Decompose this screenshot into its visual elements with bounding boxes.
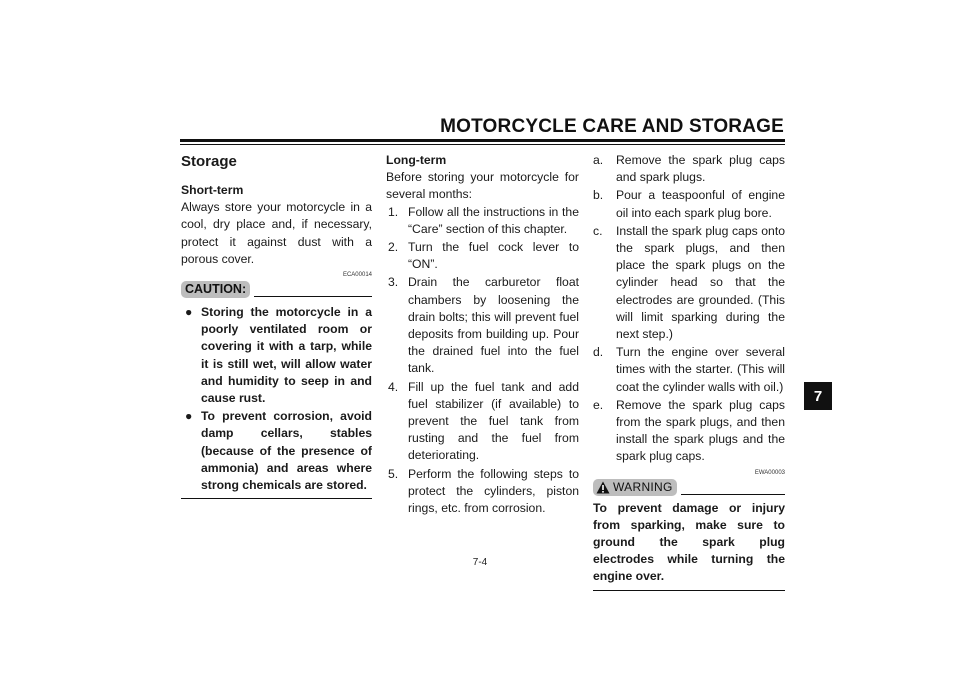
step-number: 2.	[388, 240, 399, 255]
short-term-heading: Short-term	[181, 183, 244, 197]
caution-item	[181, 408, 372, 494]
caution-header	[181, 281, 372, 298]
chapter-tab[interactable]: 7	[804, 382, 832, 410]
step-number: 1.	[388, 204, 399, 219]
header-rule-thin	[180, 144, 785, 145]
long-term-intro: Before storing your motorcycle for several months:	[386, 170, 579, 202]
section-heading-storage: Storage	[181, 153, 237, 170]
bullet-icon: ●	[185, 409, 193, 424]
list-item	[386, 239, 579, 273]
long-term-heading: Long-term	[386, 153, 447, 167]
list-item	[386, 379, 579, 465]
substep-letter: d.	[593, 345, 604, 360]
warning-code: EWA00003	[754, 469, 785, 476]
substep-text: Turn the engine over several times with the starter. (This will coat the cylinder walls with oil.)	[616, 345, 785, 394]
list-item	[386, 466, 579, 518]
list-item	[386, 204, 579, 238]
warning-header	[593, 479, 785, 496]
right-column	[593, 152, 785, 591]
list-item	[593, 152, 785, 186]
header-rule-thick	[180, 139, 785, 142]
substep-letter: b.	[593, 188, 604, 203]
chapter-title: MOTORCYCLE CARE AND STORAGE	[440, 116, 784, 137]
middle-column	[386, 152, 579, 518]
caution-list	[181, 304, 372, 494]
substep-text: Remove the spark plug caps and spark plugs.	[616, 153, 785, 185]
warning-header-line	[681, 494, 785, 495]
warning-end-line	[593, 590, 785, 591]
caution-label: CAUTION:	[181, 281, 250, 298]
warning-label: WARNING	[613, 479, 673, 494]
substep-text: Install the spark plug caps onto the spark plugs, and then place the spark plugs on the cylinder head so that the electrodes are grounded. (This will limit sparking during the next step.)	[616, 223, 785, 342]
step-text: Fill up the fuel tank and add fuel stabilizer (if available) to prevent the fuel tank from rusting and the fuel from deteriorating.	[408, 379, 579, 463]
substeps-list	[593, 152, 785, 466]
warning-badge	[593, 479, 677, 496]
substep-text: Pour a teaspoonful of engine oil into each spark plug bore.	[616, 188, 785, 220]
step-number: 5.	[388, 466, 399, 481]
step-text: Drain the carburetor float chambers by loosening the drain bolts; this will prevent fuel deposits from building up. Pour the drained fuel into the fuel tank.	[408, 275, 579, 376]
caution-end-line	[181, 498, 372, 499]
caution-item	[181, 304, 372, 407]
substep-letter: c.	[593, 223, 603, 238]
caution-item-text: To prevent corrosion, avoid damp cellars, stables (because of the presence of ammonia) and areas where strong chemicals are stored.	[201, 409, 372, 493]
substep-letter: a.	[593, 153, 604, 167]
list-item	[593, 344, 785, 396]
list-item	[593, 187, 785, 221]
caution-header-line	[254, 296, 372, 297]
short-term-text: Always store your motorcycle in a cool, dry place and, if necessary, protect it against dust with a porous cover.	[181, 200, 372, 266]
caution-code: ECA00014	[342, 272, 372, 279]
caution-notice	[181, 281, 372, 499]
warning-notice	[593, 479, 785, 591]
list-item	[593, 223, 785, 343]
list-item	[593, 397, 785, 466]
warning-triangle-icon	[596, 481, 610, 494]
left-column	[181, 152, 372, 499]
page-number: 7-4	[472, 557, 488, 568]
step-number: 4.	[388, 379, 399, 394]
substep-text: Remove the spark plug caps from the spark plugs, and then install the spark plugs and the spark plug caps.	[616, 397, 785, 464]
step-number: 3.	[388, 275, 399, 290]
list-item	[386, 274, 579, 377]
step-text: Perform the following steps to protect the cylinders, piston rings, etc. from corrosion.	[408, 466, 579, 516]
step-text: Turn the fuel cock lever to “ON”.	[408, 240, 579, 272]
caution-item-text: Storing the motorcycle in a poorly ventilated room or covering it with a tarp, while it is still wet, will allow water and humidity to seep in and cause rust.	[201, 305, 372, 406]
storage-steps-list	[386, 204, 579, 518]
step-text: Follow all the instructions in the “Care” section of this chapter.	[408, 204, 579, 236]
bullet-icon: ●	[185, 305, 193, 320]
substep-letter: e.	[593, 397, 604, 412]
warning-text: To prevent damage or injury from sparking, make sure to ground the spark plug electrodes while turning the engine over.	[593, 500, 785, 584]
